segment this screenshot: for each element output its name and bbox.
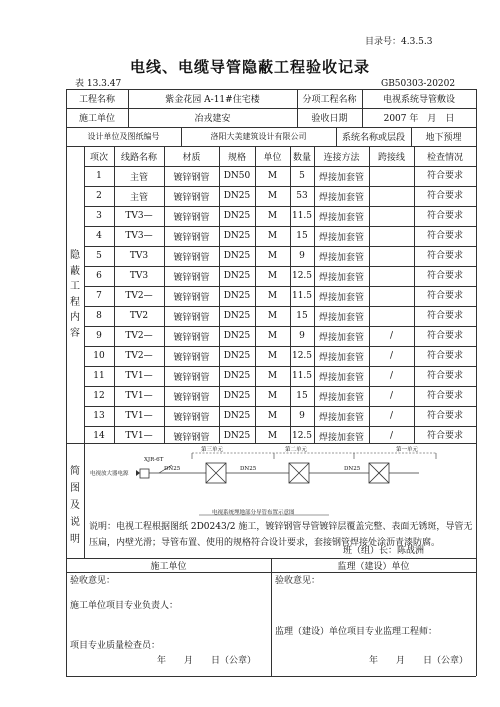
- dn25-label-3: DN25: [344, 466, 361, 472]
- supervision-unit-label: 监理（建设）单位: [337, 561, 410, 572]
- cell-quantity: 11.5: [291, 291, 313, 301]
- cell-quantity: 12.5: [291, 431, 313, 441]
- amplifier-power-label: 电视放大器电源: [90, 471, 129, 477]
- cell-quantity: 11.5: [291, 371, 313, 381]
- cell-quantity: 9: [299, 331, 305, 341]
- cell-unit: M: [267, 291, 278, 301]
- cell-inspection-result: 符合要求: [426, 191, 463, 201]
- cell-item-no: 14: [93, 431, 105, 441]
- sketch-label: 简图及说明: [70, 466, 80, 545]
- cell-unit: M: [267, 351, 278, 361]
- cell-bonding-jumper: /: [389, 431, 394, 441]
- cell-line-name: TV1—: [125, 411, 153, 421]
- project-leader-label: 施工单位项目专业负责人：: [70, 601, 179, 611]
- cell-spec: DN25: [223, 191, 251, 201]
- cell-material: 镀锌钢管: [173, 332, 210, 343]
- cell-inspection-result: 符合要求: [426, 311, 463, 321]
- project-name-value: 紫金花园 A-11#住宅楼: [165, 95, 260, 105]
- design-unit-label: 设计单位及图纸编号: [87, 132, 160, 141]
- sub-project-label: 分项工程名称: [302, 95, 357, 105]
- cell-connection-method: 焊接加套管: [318, 252, 364, 263]
- cell-spec: DN25: [223, 311, 251, 321]
- junction-box-3: [206, 463, 226, 483]
- unit-1-label: 第一单元: [396, 447, 419, 453]
- cell-line-name: TV2—: [125, 351, 153, 361]
- cell-material: 镀锌钢管: [173, 372, 210, 383]
- cell-connection-method: 焊接加套管: [318, 432, 364, 443]
- cell-quantity: 15: [296, 391, 308, 401]
- cell-inspection-result: 符合要求: [426, 331, 463, 341]
- table-number: 表 13.3.47: [75, 79, 122, 89]
- cell-quantity: 15: [296, 231, 308, 241]
- cell-connection-method: 焊接加套管: [318, 172, 364, 183]
- cell-bonding-jumper: /: [389, 371, 394, 381]
- cell-material: 镀锌钢管: [173, 392, 210, 403]
- cell-line-name: 主管: [129, 192, 148, 203]
- cell-line-name: 主管: [129, 172, 148, 183]
- cell-unit: M: [267, 331, 278, 341]
- cell-item-no: 11: [93, 371, 105, 381]
- cell-inspection-result: 符合要求: [426, 171, 463, 181]
- cell-line-name: TV2: [129, 311, 149, 321]
- cell-item-no: 6: [96, 271, 102, 281]
- cell-material: 镀锌钢管: [173, 312, 210, 323]
- cell-item-no: 12: [93, 391, 105, 401]
- cell-bonding-jumper: [369, 206, 414, 226]
- cell-item-no: 8: [96, 311, 102, 321]
- cell-spec: DN25: [223, 211, 251, 221]
- cell-item-no: 7: [96, 291, 102, 301]
- column-header-unit: 单位: [263, 152, 282, 163]
- column-header-quantity: 数量: [292, 152, 311, 163]
- cell-line-name: TV1—: [125, 431, 153, 441]
- cell-bonding-jumper: [369, 186, 414, 206]
- cell-line-name: TV3—: [125, 231, 153, 241]
- cell-inspection-result: 符合要求: [426, 391, 463, 401]
- cell-bonding-jumper: /: [389, 391, 394, 401]
- cell-unit: M: [267, 211, 278, 221]
- cell-quantity: 11.5: [291, 211, 313, 221]
- cell-connection-method: 焊接加套管: [318, 352, 364, 363]
- cell-inspection-result: 符合要求: [426, 411, 463, 421]
- cell-connection-method: 焊接加套管: [318, 392, 364, 403]
- cell-item-no: 1: [96, 171, 102, 181]
- cell-item-no: 5: [96, 251, 102, 261]
- cable-label: XJR-6T: [144, 457, 164, 463]
- cell-connection-method: 焊接加套管: [318, 292, 364, 303]
- cell-material: 镀锌钢管: [173, 272, 210, 283]
- column-header-line-name: 线路名称: [120, 152, 157, 163]
- cell-item-no: 9: [96, 331, 102, 341]
- cell-connection-method: 焊接加套管: [318, 332, 364, 343]
- cell-bonding-jumper: [369, 166, 414, 186]
- cell-unit: M: [267, 251, 278, 261]
- cell-spec: DN50: [223, 171, 251, 181]
- cell-item-no: 3: [96, 211, 102, 221]
- cell-line-name: TV2—: [125, 331, 153, 341]
- cell-line-name: TV1—: [125, 371, 153, 381]
- team-leader: 班（组）长：陈战洲: [343, 546, 425, 556]
- column-header-item-no: 项次: [89, 152, 108, 163]
- cell-unit: M: [267, 431, 278, 441]
- cell-quantity: 53: [296, 191, 308, 201]
- dn25-label-1: DN25: [164, 466, 181, 472]
- cell-bonding-jumper: /: [389, 331, 394, 341]
- cell-material: 镀锌钢管: [173, 212, 210, 223]
- catalog-number: 目录号：4.3.5.3: [365, 37, 433, 47]
- junction-box-1: [369, 463, 389, 483]
- cell-inspection-result: 符合要求: [426, 251, 463, 261]
- cell-inspection-result: 符合要求: [426, 431, 463, 441]
- cell-material: 镀锌钢管: [173, 232, 210, 243]
- document-title: 电线、电缆导管隐蔽工程验收记录: [129, 58, 370, 76]
- acceptance-opinion-left: 验收意见：: [70, 576, 116, 586]
- cell-item-no: 2: [96, 191, 102, 201]
- cell-material: 镀锌钢管: [173, 432, 210, 443]
- contractor-label: 施工单位: [78, 114, 115, 124]
- cell-item-no: 10: [93, 351, 105, 361]
- cell-quantity: 12.5: [291, 351, 313, 361]
- cell-connection-method: 焊接加套管: [318, 192, 364, 203]
- cell-quantity: 9: [299, 251, 305, 261]
- explanation-note: 说明：电视工程根据图纸 2D0243/2 施工，镀锌钢管导管镀锌层覆盖完整、表面无锈斑，导管无压扁，内壁光滑；导管布置、使用的规格符合设计要求，套接钢管焊接处涂沥青漆防腐。: [89, 522, 473, 548]
- acceptance-date-value: 2007 年 月 日: [383, 114, 455, 124]
- cell-unit: M: [267, 171, 278, 181]
- project-name-label: 工程名称: [78, 95, 115, 105]
- cell-line-name: TV3—: [125, 211, 153, 221]
- cell-spec: DN25: [223, 411, 251, 421]
- cell-quantity: 12.5: [291, 271, 313, 281]
- cell-bonding-jumper: [369, 266, 414, 286]
- cell-spec: DN25: [223, 271, 251, 281]
- cell-item-no: 13: [93, 411, 105, 421]
- cell-unit: M: [267, 371, 278, 381]
- date-left: 年 月 日（公章）: [157, 656, 257, 666]
- system-label: 系统名称或层段: [341, 133, 405, 143]
- cell-quantity: 9: [299, 411, 305, 421]
- unit-3-label: 第三单元: [201, 447, 224, 453]
- cell-spec: DN25: [223, 371, 251, 381]
- cell-inspection-result: 符合要求: [426, 351, 463, 361]
- junction-box-2: [289, 463, 309, 483]
- column-header-inspection-result: 检查情况: [426, 152, 463, 163]
- cell-connection-method: 焊接加套管: [318, 232, 364, 243]
- cell-unit: M: [267, 191, 278, 201]
- acceptance-date-label: 验收日期: [311, 114, 348, 124]
- cell-unit: M: [267, 271, 278, 281]
- cell-bonding-jumper: /: [389, 411, 394, 421]
- cell-line-name: TV3: [129, 271, 149, 281]
- cell-bonding-jumper: [369, 286, 414, 306]
- column-header-bonding-jumper: 跨接线: [377, 152, 405, 163]
- cell-line-name: TV3: [129, 251, 149, 261]
- cell-inspection-result: 符合要求: [426, 231, 463, 241]
- cell-connection-method: 焊接加套管: [318, 372, 364, 383]
- cell-connection-method: 焊接加套管: [318, 272, 364, 283]
- cell-quantity: 5: [299, 171, 305, 181]
- cell-material: 镀锌钢管: [173, 192, 210, 203]
- construction-unit-label: 施工单位: [150, 561, 187, 572]
- cell-inspection-result: 符合要求: [426, 211, 463, 221]
- sub-project-value: 电视系统导管敷设: [382, 95, 455, 105]
- cell-bonding-jumper: /: [389, 351, 394, 361]
- contractor-value: 冶戎建安: [194, 114, 231, 124]
- cell-inspection-result: 符合要求: [426, 291, 463, 301]
- cell-connection-method: 焊接加套管: [318, 212, 364, 223]
- cell-bonding-jumper: [369, 246, 414, 266]
- supervisor-label: 监理（建设）单位项目专业监理工程师：: [275, 627, 438, 637]
- standard-code: GB50303-20202: [381, 79, 456, 89]
- cell-spec: DN25: [223, 391, 251, 401]
- cell-spec: DN25: [223, 291, 251, 301]
- cell-spec: DN25: [223, 351, 251, 361]
- cell-item-no: 4: [96, 231, 102, 241]
- quality-inspector-label: 项目专业质量检查员：: [70, 641, 161, 651]
- dn25-label-2: DN25: [240, 466, 257, 472]
- cell-material: 镀锌钢管: [173, 352, 210, 363]
- cell-spec: DN25: [223, 231, 251, 241]
- column-header-connection-method: 连接方法: [323, 152, 360, 163]
- cell-inspection-result: 符合要求: [426, 271, 463, 281]
- diagram-caption: 电视系统埋地部分导管布置示意图: [212, 510, 295, 516]
- system-value: 地下预埋: [425, 133, 462, 143]
- cell-unit: M: [267, 411, 278, 421]
- concealed-content-label: 隐蔽工程内容: [70, 250, 80, 339]
- cell-material: 镀锌钢管: [173, 412, 210, 423]
- unit-2-label: 第二单元: [285, 447, 308, 453]
- cell-material: 镀锌钢管: [173, 252, 210, 263]
- design-unit-value: 洛阳大美建筑设计有限公司: [210, 132, 307, 141]
- cell-spec: DN25: [223, 431, 251, 441]
- column-header-material: 材质: [182, 152, 201, 163]
- cell-unit: M: [267, 231, 278, 241]
- cell-material: 镀锌钢管: [173, 292, 210, 303]
- cell-connection-method: 焊接加套管: [318, 412, 364, 423]
- cell-unit: M: [267, 311, 278, 321]
- cell-connection-method: 焊接加套管: [318, 312, 364, 323]
- cell-spec: DN25: [223, 251, 251, 261]
- cell-line-name: TV2—: [125, 291, 153, 301]
- cell-material: 镀锌钢管: [173, 172, 210, 183]
- column-header-spec: 规格: [227, 152, 246, 163]
- cell-quantity: 15: [296, 311, 308, 321]
- cell-bonding-jumper: [369, 226, 414, 246]
- cell-unit: M: [267, 391, 278, 401]
- cell-spec: DN25: [223, 331, 251, 341]
- date-right: 年 月 日（公章）: [369, 656, 469, 666]
- cell-bonding-jumper: [369, 306, 414, 326]
- cell-line-name: TV1—: [125, 391, 153, 401]
- cell-inspection-result: 符合要求: [426, 371, 463, 381]
- acceptance-opinion-right: 验收意见：: [275, 576, 321, 586]
